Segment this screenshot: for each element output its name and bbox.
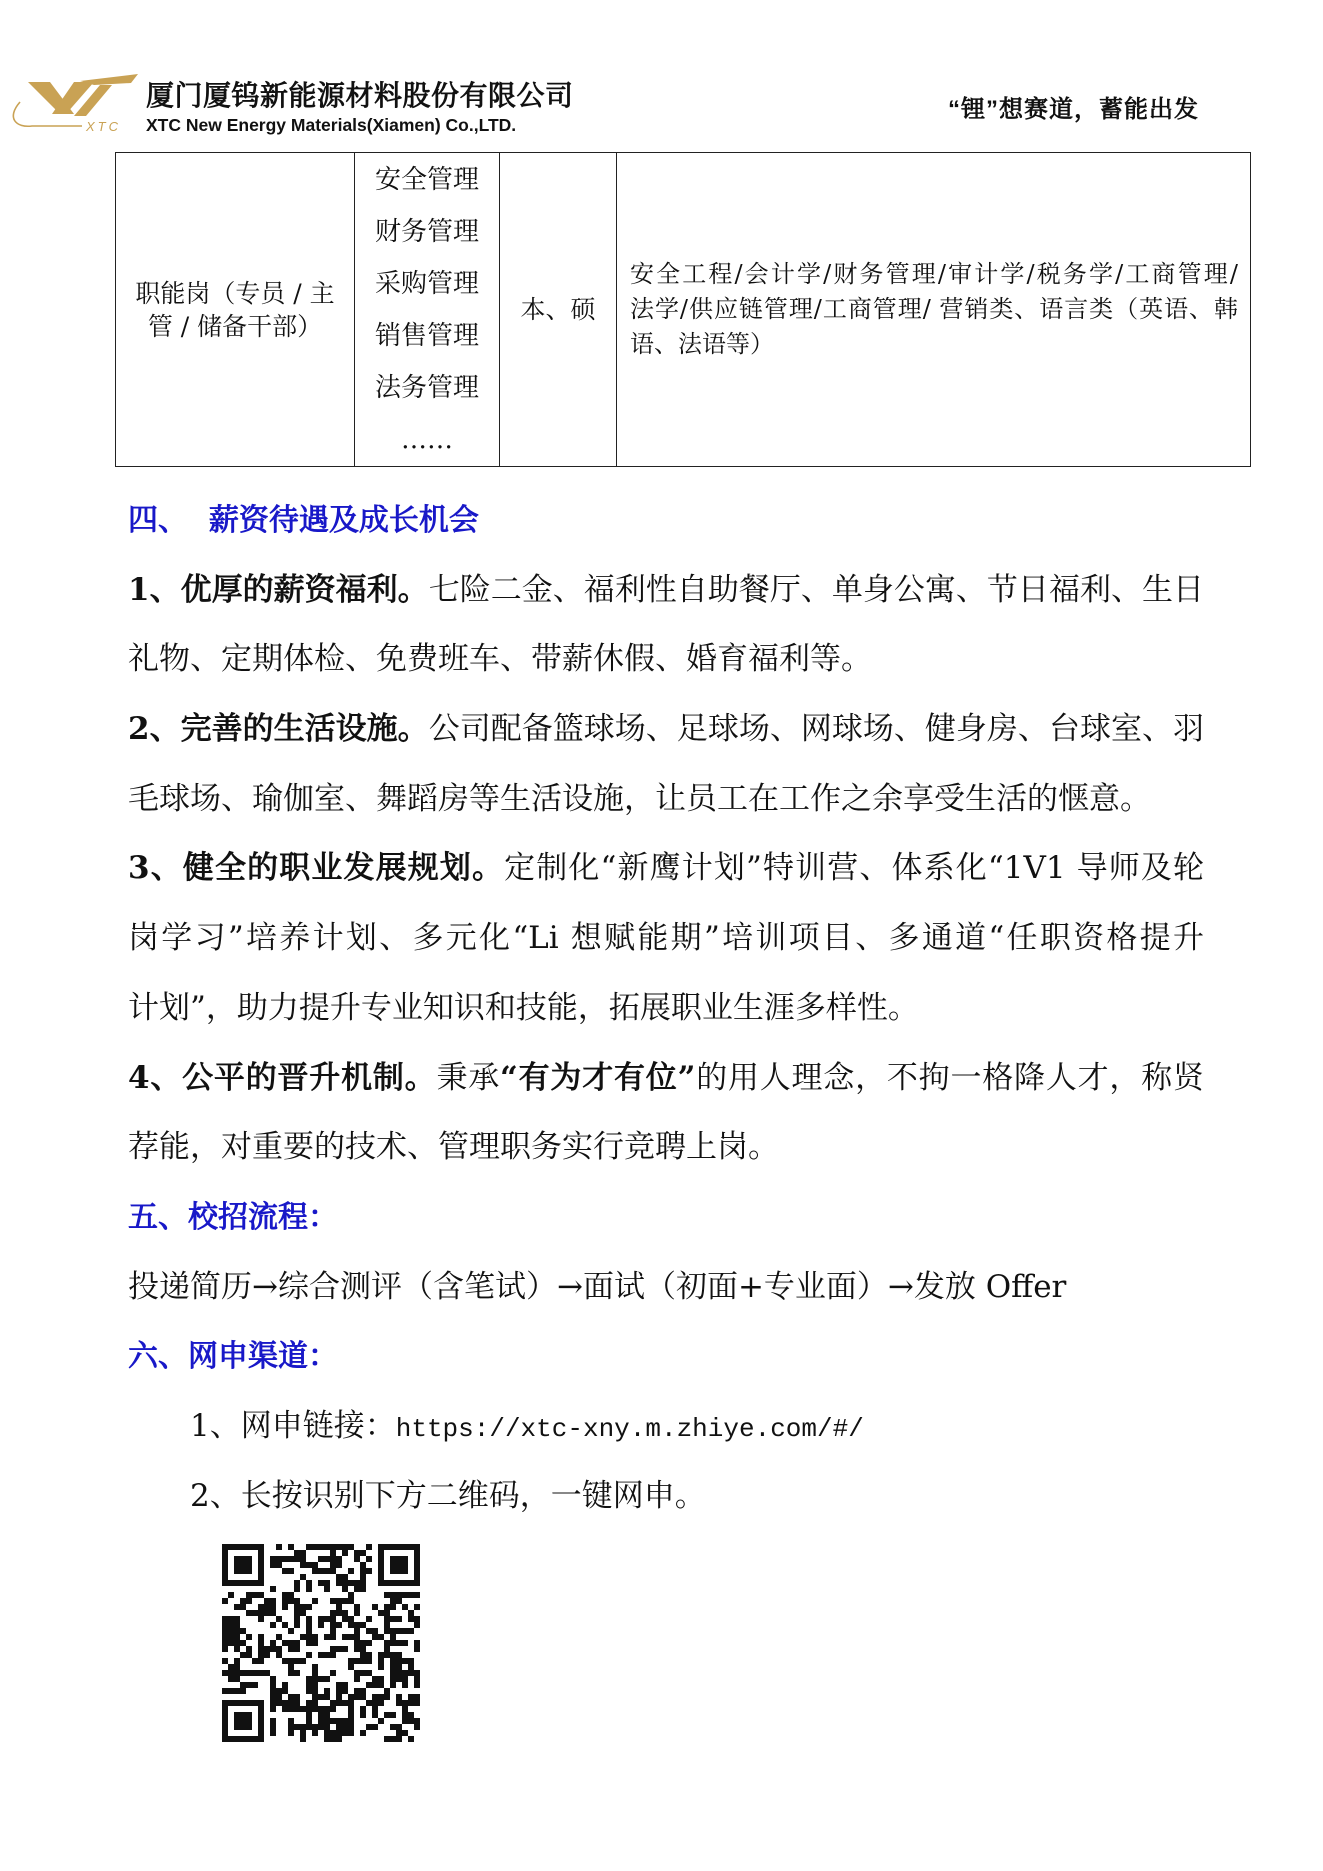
paragraph-line — [128, 556, 1204, 626]
areas-cell — [355, 153, 500, 467]
item-emphasis: “有为才有位” — [500, 1059, 696, 1096]
area-item: 安全管理 — [374, 164, 479, 195]
logo-wing-top — [80, 74, 138, 85]
item-lead: 1、优厚的薪资福利。 — [128, 571, 429, 608]
paragraph-line — [128, 974, 1204, 1044]
item-text: 定制化“新鹰计划”特训营、体系化“1V1 导师及轮 — [504, 850, 1204, 887]
section-benefits — [128, 486, 1204, 556]
section-heading-process: 五、校招流程： — [128, 1199, 338, 1235]
item-text: 礼物、定期体检、免费班车、带薪休假、婚育福利等。 — [128, 641, 872, 678]
qr-code — [222, 1544, 420, 1742]
apply-link-label: 1、网申链接： — [190, 1407, 396, 1444]
major-line: 安全工程/会计学/财务管理/审计学/税务学/工商管理/ — [630, 260, 1238, 288]
position-cell — [116, 153, 355, 467]
item-text: 秉承 — [436, 1059, 501, 1096]
table-row — [116, 153, 1251, 467]
majors-cell — [617, 153, 1251, 467]
degree-cell — [500, 153, 617, 467]
qr-modules — [222, 1544, 420, 1742]
apply-link-line — [128, 1392, 1204, 1462]
area-item: 销售管理 — [374, 320, 479, 351]
paragraph-line — [128, 695, 1204, 765]
item-lead: 3、健全的职业发展规划。 — [128, 850, 505, 887]
item-lead: 4、公平的晋升机制。 — [128, 1059, 437, 1096]
item-text: 毛球场、瑜伽室、舞蹈房等生活设施，让员工在工作之余享受生活的惬意。 — [128, 780, 1151, 817]
area-item: 法务管理 — [374, 372, 479, 403]
paragraph-line — [128, 625, 1204, 695]
paragraph-line — [128, 904, 1204, 974]
position-line: 职能岗（专员 / 主 — [135, 278, 335, 308]
apply-qr-note-line — [128, 1462, 1204, 1532]
section-heading-benefits: 四、 薪资待遇及成长机会 — [128, 503, 479, 538]
major-line: 语、法语等） — [630, 330, 774, 358]
item-text: 七险二金、福利性自助餐厅、单身公寓、节日福利、生日 — [428, 571, 1204, 608]
job-table — [115, 152, 1251, 467]
area-ellipsis: …… — [401, 424, 453, 455]
main-content — [128, 486, 1204, 1531]
section-process — [128, 1183, 1204, 1253]
paragraph-line — [128, 1044, 1204, 1114]
item-text: 岗学习”培养计划、多元化“Li 想赋能期”培训项目、多通道“任职资格提升 — [128, 920, 1204, 957]
company-name-en: XTC New Energy Materials(Xiamen) Co.,LTD. — [146, 115, 517, 135]
degree-text: 本、硕 — [520, 295, 596, 324]
logo-text: XTC — [86, 119, 121, 134]
item-lead: 2、完善的生活设施。 — [128, 711, 429, 748]
section-apply — [128, 1322, 1204, 1392]
process-steps-text: 投递简历→综合测评（含笔试）→面试（初面+专业面）→发放 Offer — [128, 1268, 1067, 1305]
paragraph-line — [128, 1113, 1204, 1183]
item-text: 计划”，助力提升专业知识和技能，拓展职业生涯多样性。 — [128, 989, 919, 1026]
paragraph-line — [128, 765, 1204, 835]
item-text: 公司配备篮球场、足球场、网球场、健身房、台球室、羽 — [428, 711, 1204, 748]
header-slogan: “锂”想赛道，蓄能出发 — [948, 96, 1199, 123]
item-text: 荐能，对重要的技术、管理职务实行竞聘上岗。 — [128, 1129, 779, 1166]
area-item: 财务管理 — [374, 216, 479, 247]
position-line: 管 / 储备干部） — [147, 311, 323, 341]
major-line: 法学/供应链管理/工商管理/ 营销类、语言类（英语、韩 — [630, 295, 1238, 323]
section-heading-apply: 六、网申渠道： — [128, 1339, 338, 1375]
paragraph-line — [128, 834, 1204, 904]
area-item: 采购管理 — [374, 268, 479, 299]
process-steps — [128, 1253, 1204, 1323]
apply-qr-note: 2、长按识别下方二维码，一键网申。 — [190, 1477, 706, 1514]
item-text: 的用人理念，不拘一格降人才，称贤 — [695, 1059, 1204, 1096]
xtc-logo — [10, 72, 140, 136]
company-name-cn: 厦门厦钨新能源材料股份有限公司 — [146, 80, 574, 111]
apply-link-url[interactable]: https://xtc-xny.m.zhiye.com/#/ — [395, 1413, 864, 1444]
